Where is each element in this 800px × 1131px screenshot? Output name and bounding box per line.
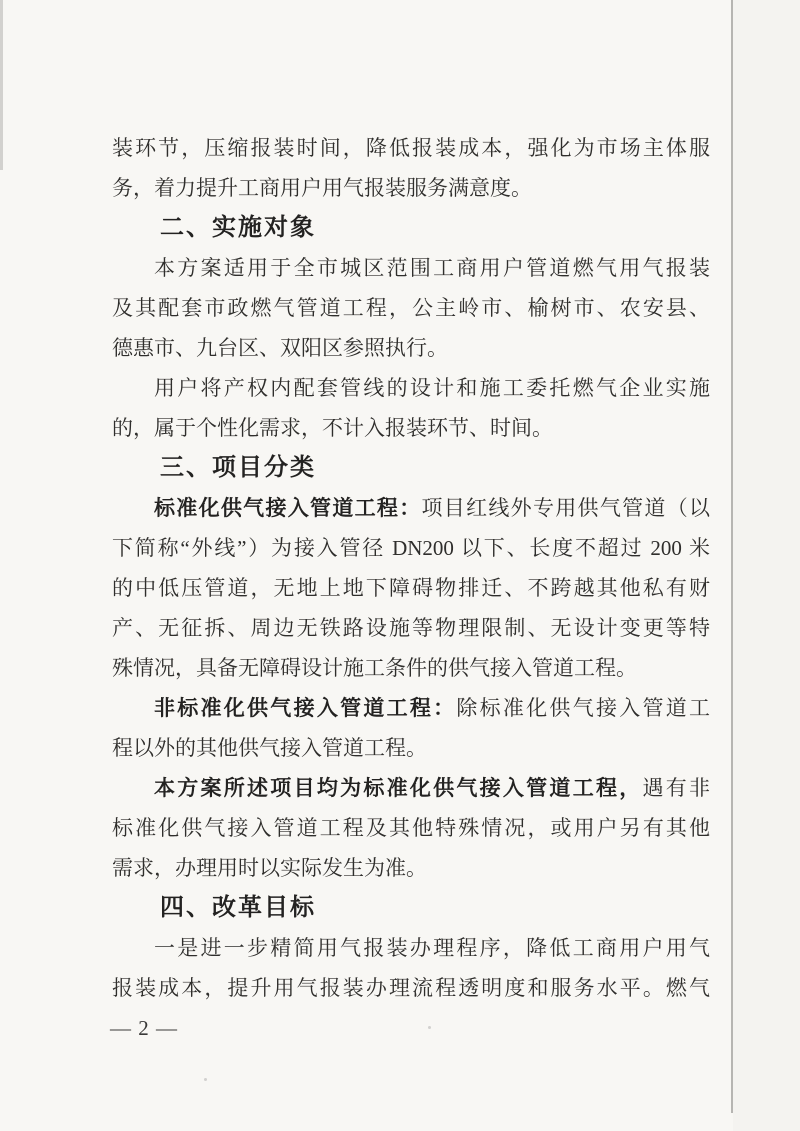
text-line xyxy=(112,528,710,568)
bold-text-segment: 四、改革目标 xyxy=(160,894,316,921)
section-heading xyxy=(112,448,710,488)
text-line xyxy=(112,928,710,968)
text-segment: 用户将产权内配套管线的设计和施工委托燃气企业实施 xyxy=(154,376,710,400)
bold-text-segment: 非标准化供气接入管道工程： xyxy=(154,696,457,720)
text-line xyxy=(112,608,710,648)
text-segment: 程以外的其他供气接入管道工程。 xyxy=(112,736,427,760)
text-segment: 务，着力提升工商用户用气报装服务满意度。 xyxy=(112,176,532,200)
text-line xyxy=(112,808,710,848)
text-segment: 项目红线外专用供气管道（以 xyxy=(421,496,710,520)
text-line xyxy=(112,288,710,328)
text-segment: 的中低压管道，无地上地下障碍物排迁、不跨越其他私有财 xyxy=(112,576,710,600)
bold-text-segment: 本方案所述项目均为标准化供气接入管道工程， xyxy=(154,776,643,800)
text-line xyxy=(112,768,710,808)
bold-text-segment: 三、项目分类 xyxy=(160,454,316,481)
text-segment: 产、无征拆、周边无铁路设施等物理限制、无设计变更等特 xyxy=(112,616,710,640)
document-text xyxy=(112,128,710,1008)
bold-text-segment: 二、实施对象 xyxy=(160,214,316,241)
text-line xyxy=(112,408,710,448)
scan-edge-artifact xyxy=(0,0,3,170)
text-segment: 装环节，压缩报装时间，降低报装成本，强化为市场主体服 xyxy=(112,136,710,160)
text-line xyxy=(112,128,710,168)
text-line xyxy=(112,168,710,208)
text-line xyxy=(112,368,710,408)
text-line xyxy=(112,488,710,528)
text-segment: 殊情况，具备无障碍设计施工条件的供气接入管道工程。 xyxy=(112,656,637,680)
text-line xyxy=(112,648,710,688)
text-segment: 报装成本，提升用气报装办理流程透明度和服务水平。燃气 xyxy=(112,976,710,1000)
text-line xyxy=(112,688,710,728)
text-segment: 标准化供气接入管道工程及其他特殊情况，或用户另有其他 xyxy=(112,816,710,840)
text-segment: 下简称“外线”）为接入管径 DN200 以下、长度不超过 200 米 xyxy=(112,536,710,560)
scan-speck xyxy=(428,1026,431,1029)
text-line xyxy=(112,248,710,288)
scan-margin-strip xyxy=(733,0,800,1131)
text-line xyxy=(112,328,710,368)
text-segment: 的，属于个性化需求，不计入报装环节、时间。 xyxy=(112,416,553,440)
bold-text-segment: 标准化供气接入管道工程： xyxy=(154,496,422,520)
section-heading xyxy=(112,888,710,928)
text-segment: 及其配套市政燃气管道工程，公主岭市、榆树市、农安县、 xyxy=(112,296,710,320)
text-segment: 德惠市、九台区、双阳区参照执行。 xyxy=(112,336,448,360)
scan-speck xyxy=(204,1078,207,1081)
text-line xyxy=(112,568,710,608)
text-line xyxy=(112,728,710,768)
text-line xyxy=(112,848,710,888)
text-segment: 一是进一步精简用气报装办理程序，降低工商用户用气 xyxy=(154,936,710,960)
page-edge-line xyxy=(731,0,733,1113)
text-segment: 遇有非 xyxy=(642,776,711,800)
text-segment: 需求，办理用时以实际发生为准。 xyxy=(112,856,427,880)
text-segment: 除标准化供气接入管道工 xyxy=(456,696,710,720)
text-line xyxy=(112,968,710,1008)
section-heading xyxy=(112,208,710,248)
page-number: — 2 — xyxy=(110,1016,178,1040)
text-segment: 本方案适用于全市城区范围工商用户管道燃气用气报装 xyxy=(154,256,710,280)
